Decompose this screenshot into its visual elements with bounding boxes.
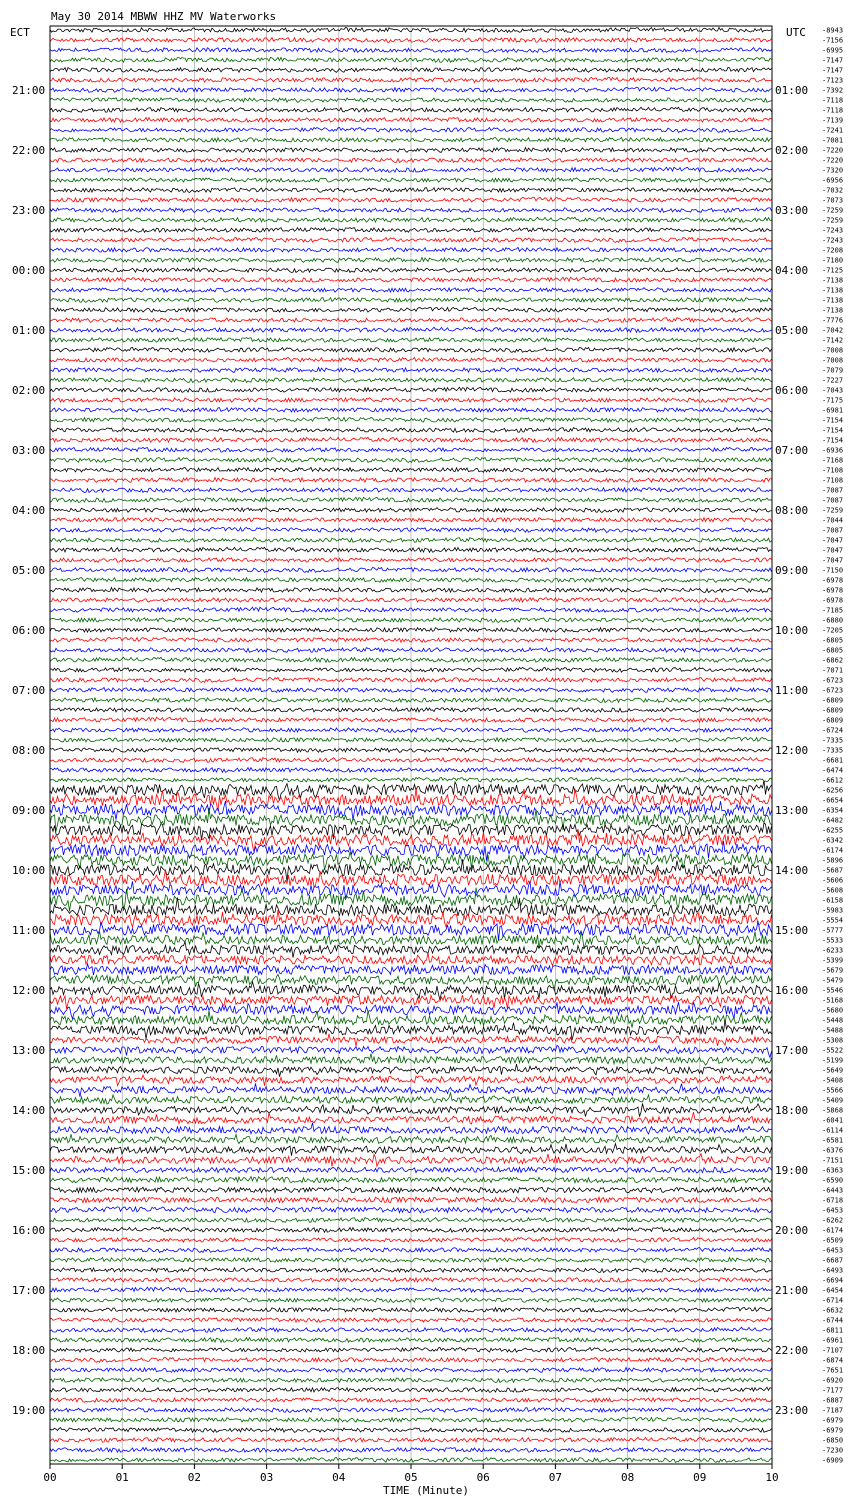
trace-offset-label: -7185 [822, 606, 844, 615]
trace-offset-label: -6978 [822, 596, 844, 605]
right-hour-label: 12:00 [775, 744, 809, 757]
trace-offset-label: -7177 [822, 1386, 844, 1395]
trace-offset-label: -6694 [822, 1276, 844, 1285]
x-tick-label: 00 [43, 1471, 57, 1484]
right-hour-label: 23:00 [775, 1404, 809, 1417]
right-hour-label: 18:00 [775, 1104, 809, 1117]
trace-offset-label: -6376 [822, 1146, 844, 1155]
trace-offset-label: -6862 [822, 656, 844, 665]
trace-offset-label: -6979 [822, 1426, 844, 1435]
trace-offset-label: -6981 [822, 406, 844, 415]
trace-offset-label: -7138 [822, 296, 844, 305]
x-tick-label: 10 [765, 1471, 779, 1484]
trace-offset-label: -7147 [822, 66, 844, 75]
trace-offset-label: -5649 [822, 1066, 844, 1075]
right-hour-label: 14:00 [775, 864, 809, 877]
left-timezone-label: ECT [10, 26, 30, 39]
left-hour-label: 02:00 [12, 384, 46, 397]
trace-offset-label: -6687 [822, 1256, 844, 1265]
trace-offset-label: -5566 [822, 1086, 844, 1095]
trace-offset-label: -7259 [822, 206, 844, 215]
trace-offset-label: -7776 [822, 316, 844, 325]
trace-offset-label: -7392 [822, 86, 844, 95]
trace-offset-label: -6363 [822, 1166, 844, 1175]
chart-title: May 30 2014 MBWW HHZ MV Waterworks [51, 10, 277, 23]
x-tick-label: 05 [404, 1471, 418, 1484]
trace-offset-label: -7087 [822, 496, 844, 505]
trace-offset-label: -5983 [822, 906, 844, 915]
trace-offset-label: -6482 [822, 816, 844, 825]
right-hour-label: 15:00 [775, 924, 809, 937]
trace-offset-label: -6809 [822, 706, 844, 715]
trace-offset-label: -7208 [822, 246, 844, 255]
trace-offset-label: -7154 [822, 436, 844, 445]
trace-offset-label: -5687 [822, 866, 844, 875]
right-hour-label: 03:00 [775, 204, 809, 217]
trace-offset-label: -7138 [822, 286, 844, 295]
trace-offset-label: -7138 [822, 276, 844, 285]
grid-lines [122, 26, 700, 1464]
left-hour-label: 06:00 [12, 624, 46, 637]
right-hour-label: 10:00 [775, 624, 809, 637]
trace-offset-label: -5488 [822, 1026, 844, 1035]
right-hour-label: 04:00 [775, 264, 809, 277]
trace-offset-label: -6474 [822, 766, 844, 775]
left-hour-label: 21:00 [12, 84, 46, 97]
trace-offset-label: -7073 [822, 196, 844, 205]
trace-offset-label: -7008 [822, 356, 844, 365]
trace-offset-label: -6920 [822, 1376, 844, 1385]
trace-offset-label: -7087 [822, 486, 844, 495]
trace-offset-label: -7042 [822, 326, 844, 335]
trace-offset-label: -6581 [822, 1136, 844, 1145]
trace-offset-label: -7118 [822, 106, 844, 115]
trace-offset-label: -6681 [822, 756, 844, 765]
left-hour-label: 14:00 [12, 1104, 46, 1117]
trace-offset-label: -7147 [822, 56, 844, 65]
left-hour-label: 12:00 [12, 984, 46, 997]
right-hour-label: 11:00 [775, 684, 809, 697]
trace-offset-label: -5522 [822, 1046, 844, 1055]
trace-offset-label: -7139 [822, 116, 844, 125]
trace-offset-label: -6909 [822, 1456, 844, 1465]
trace-offset-label: -5408 [822, 1076, 844, 1085]
trace-offset-label: -6354 [822, 806, 844, 815]
trace-offset-label: -6718 [822, 1196, 844, 1205]
trace-offset-label: -7320 [822, 166, 844, 175]
trace-offset-label: -5448 [822, 1016, 844, 1025]
trace-offset-label: -6453 [822, 1246, 844, 1255]
trace-offset-label: -5308 [822, 1036, 844, 1045]
trace-offset-label: -6114 [822, 1126, 844, 1135]
trace-offset-label: -5399 [822, 956, 844, 965]
trace-offset-label: -6453 [822, 1206, 844, 1215]
x-tick-label: 04 [332, 1471, 346, 1484]
trace-offset-label: -7175 [822, 396, 844, 405]
trace-offset-label: -6811 [822, 1326, 844, 1335]
trace-offset-label: -5606 [822, 876, 844, 885]
trace-offset-label: -6493 [822, 1266, 844, 1275]
trace-offset-label: -7259 [822, 506, 844, 515]
trace-offset-label: -5896 [822, 856, 844, 865]
trace-offset-label: -5533 [822, 936, 844, 945]
left-hour-label: 03:00 [12, 444, 46, 457]
left-hour-label: 04:00 [12, 504, 46, 517]
trace-offset-label: -5680 [822, 1006, 844, 1015]
left-hour-label: 22:00 [12, 144, 46, 157]
trace-offset-label: -5777 [822, 926, 844, 935]
trace-offset-label: -6995 [822, 46, 844, 55]
right-hour-label: 05:00 [775, 324, 809, 337]
trace-offset-label: -7150 [822, 566, 844, 575]
left-hour-label: 17:00 [12, 1284, 46, 1297]
trace-offset-label: -7154 [822, 426, 844, 435]
trace-offset-label: -6936 [822, 446, 844, 455]
right-hour-label: 08:00 [775, 504, 809, 517]
left-hour-label: 11:00 [12, 924, 46, 937]
trace-offset-label: -7107 [822, 1346, 844, 1355]
trace-offset-label: -6978 [822, 576, 844, 585]
trace-offset-label: -7032 [822, 186, 844, 195]
trace-offset-label: -7047 [822, 556, 844, 565]
trace-offset-label: -6979 [822, 1416, 844, 1425]
trace-offset-label: -6174 [822, 1226, 844, 1235]
trace-offset-label: -6809 [822, 716, 844, 725]
left-hour-label: 18:00 [12, 1344, 46, 1357]
trace-offset-label: -6041 [822, 1116, 844, 1125]
right-hour-label: 02:00 [775, 144, 809, 157]
left-hour-label: 07:00 [12, 684, 46, 697]
trace-offset-label: -6724 [822, 726, 844, 735]
trace-offset-label: -7156 [822, 36, 844, 45]
trace-offset-label: -7043 [822, 386, 844, 395]
trace-offset-label: -5546 [822, 986, 844, 995]
trace-offset-label: -5199 [822, 1056, 844, 1065]
trace-offset-label: -7154 [822, 416, 844, 425]
trace-offset-label: -5868 [822, 1106, 844, 1115]
trace-offset-label: -7081 [822, 136, 844, 145]
trace-offset-label: -7335 [822, 736, 844, 745]
left-hour-label: 13:00 [12, 1044, 46, 1057]
right-hour-label: 13:00 [775, 804, 809, 817]
trace-offset-label: -7079 [822, 366, 844, 375]
trace-offset-label: -5679 [822, 966, 844, 975]
x-axis [43, 1464, 778, 1484]
left-hour-label: 05:00 [12, 564, 46, 577]
trace-offset-label: -7047 [822, 546, 844, 555]
trace-offset-label: -7335 [822, 746, 844, 755]
trace-offset-label: -7047 [822, 536, 844, 545]
left-hour-label: 00:00 [12, 264, 46, 277]
right-hour-label: 17:00 [775, 1044, 809, 1057]
trace-offset-label: -6454 [822, 1286, 844, 1295]
trace-offset-label: -6723 [822, 676, 844, 685]
trace-offset-label: -7220 [822, 156, 844, 165]
x-tick-label: 01 [115, 1471, 129, 1484]
trace-offset-label: -5608 [822, 886, 844, 895]
trace-offset-label: -7087 [822, 526, 844, 535]
x-tick-label: 08 [620, 1471, 635, 1484]
right-hour-label: 20:00 [775, 1224, 809, 1237]
x-tick-label: 06 [476, 1471, 490, 1484]
trace-offset-label: -7243 [822, 236, 844, 245]
trace-offset-label: -7230 [822, 1446, 844, 1455]
trace-offset-label: -6887 [822, 1396, 844, 1405]
trace-offset-label: -6256 [822, 786, 844, 795]
trace-offset-label: -7243 [822, 226, 844, 235]
left-hour-label: 01:00 [12, 324, 46, 337]
trace-offset-label: -7123 [822, 76, 844, 85]
trace-offset-label: -7151 [822, 1156, 844, 1165]
trace-offset-label: -7108 [822, 476, 844, 485]
left-hour-label: 19:00 [12, 1404, 46, 1417]
left-hour-label: 10:00 [12, 864, 46, 877]
trace-offset-label: -6956 [822, 176, 844, 185]
trace-offset-label: -6255 [822, 826, 844, 835]
trace-offset-label: -6174 [822, 846, 844, 855]
trace-offset-label: -7125 [822, 266, 844, 275]
trace-offset-label: -6443 [822, 1186, 844, 1195]
trace-offset-label: -6744 [822, 1316, 844, 1325]
trace-offset-label: -6723 [822, 686, 844, 695]
trace-offset-label: -7142 [822, 336, 844, 345]
trace-offset-label: -7227 [822, 376, 844, 385]
trace-offset-label: -7241 [822, 126, 844, 135]
trace-offset-label: -6632 [822, 1306, 844, 1315]
right-hour-label: 07:00 [775, 444, 809, 457]
trace-offset-label: -6978 [822, 586, 844, 595]
left-hour-label: 15:00 [12, 1164, 46, 1177]
right-hour-label: 01:00 [775, 84, 809, 97]
right-hour-label: 19:00 [775, 1164, 809, 1177]
trace-offset-label: -6880 [822, 616, 844, 625]
x-tick-label: 02 [187, 1471, 202, 1484]
trace-offset-label: -7108 [822, 466, 844, 475]
trace-offset-label: -6809 [822, 696, 844, 705]
right-hour-label: 16:00 [775, 984, 809, 997]
trace-offset-label: -8943 [822, 26, 844, 35]
trace-offset-label: -6714 [822, 1296, 844, 1305]
right-time-axis [775, 84, 808, 1417]
trace-offset-label: -6612 [822, 776, 844, 785]
right-hour-label: 09:00 [775, 564, 809, 577]
trace-offset-label: -7205 [822, 626, 844, 635]
right-timezone-label: UTC [786, 26, 806, 39]
trace-offset-label: -7187 [822, 1406, 844, 1415]
trace-offset-label: -6158 [822, 896, 844, 905]
trace-offset-label: -6509 [822, 1236, 844, 1245]
trace-offset-label: -6342 [822, 836, 844, 845]
left-hour-label: 09:00 [12, 804, 46, 817]
trace-offset-label: -7008 [822, 346, 844, 355]
trace-offset-label: -7044 [822, 516, 844, 525]
left-hour-label: 16:00 [12, 1224, 46, 1237]
right-hour-label: 06:00 [775, 384, 809, 397]
trace-offset-label: -7138 [822, 306, 844, 315]
trace-offset-label: -5168 [822, 996, 844, 1005]
trace-offset-label: -7180 [822, 256, 844, 265]
trace-offset-label: -7220 [822, 146, 844, 155]
x-tick-label: 07 [548, 1471, 563, 1484]
trace-offset-label: -6590 [822, 1176, 844, 1185]
trace-offset-labels [822, 27, 843, 1465]
trace-offset-label: -6262 [822, 1216, 844, 1225]
trace-offset-label: -6805 [822, 646, 844, 655]
trace-offset-label: -7168 [822, 456, 844, 465]
trace-offset-label: -7118 [822, 96, 844, 105]
trace-offset-label: -6874 [822, 1356, 844, 1365]
trace-offset-label: -7071 [822, 666, 844, 675]
x-axis-title: TIME (Minute) [382, 1484, 470, 1497]
right-hour-label: 21:00 [775, 1284, 809, 1297]
trace-offset-label: -5554 [822, 916, 844, 925]
trace-offset-label: -7651 [822, 1366, 844, 1375]
trace-offset-label: -7259 [822, 216, 844, 225]
left-hour-label: 08:00 [12, 744, 46, 757]
right-hour-label: 22:00 [775, 1344, 809, 1357]
x-tick-label: 09 [693, 1471, 707, 1484]
trace-offset-label: -6850 [822, 1436, 844, 1445]
trace-offset-label: -5409 [822, 1096, 844, 1105]
trace-offset-label: -6233 [822, 946, 844, 955]
trace-offset-label: -6961 [822, 1336, 844, 1345]
left-time-axis [12, 84, 45, 1417]
trace-offset-label: -5479 [822, 976, 844, 985]
left-hour-label: 23:00 [12, 204, 46, 217]
x-tick-label: 03 [259, 1471, 274, 1484]
trace-offset-label: -6654 [822, 796, 844, 805]
trace-offset-label: -6805 [822, 636, 844, 645]
